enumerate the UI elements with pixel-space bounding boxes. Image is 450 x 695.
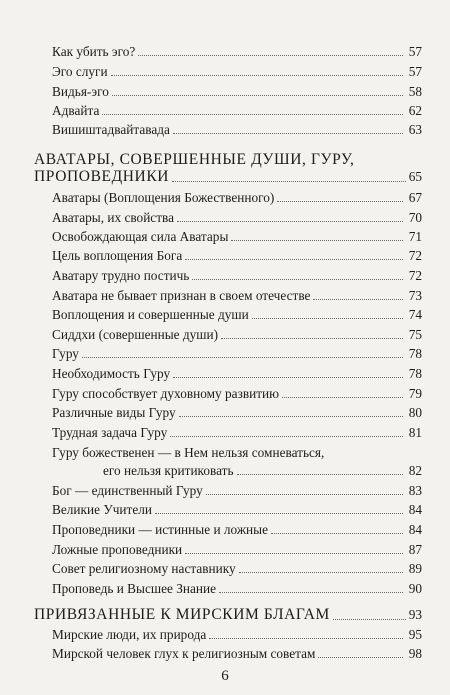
- leader-dots: [177, 221, 403, 222]
- section-page: 93: [408, 607, 422, 622]
- toc-entry-label: Различные виды Гуру: [52, 405, 176, 420]
- toc-entry-page: 72: [408, 248, 422, 263]
- toc-entry-label: Как убить эго?: [52, 44, 136, 59]
- toc-entry: [52, 557, 422, 577]
- leader-dots: [219, 592, 403, 593]
- leader-dots: [333, 619, 406, 620]
- leader-dots: [172, 181, 406, 182]
- toc-entry: [52, 60, 422, 80]
- leader-dots: [112, 95, 403, 96]
- toc-entry: [52, 323, 422, 343]
- toc-entry-label: Вишиштадвайтавада: [52, 122, 170, 137]
- section-heading-line1: АВАТАРЫ, СОВЕРШЕННЫЕ ДУШИ, ГУРУ,: [34, 151, 355, 168]
- toc-entry-page: 70: [408, 210, 422, 225]
- toc-entry: [52, 206, 422, 226]
- leader-dots: [170, 436, 403, 437]
- toc-entry-page: 82: [408, 463, 422, 478]
- toc-entry: [52, 118, 422, 138]
- toc-entry: [52, 538, 422, 558]
- leader-dots: [138, 55, 403, 56]
- toc-entry-page: 72: [408, 268, 422, 283]
- toc-entry-label: Адвайта: [52, 103, 100, 118]
- page-number: 6: [221, 668, 229, 684]
- toc-entry-label: Гуру: [52, 346, 79, 361]
- toc-entry: [52, 382, 422, 402]
- toc-entry: [52, 498, 422, 518]
- toc-entry: [52, 303, 422, 323]
- toc-entry-page: 58: [408, 84, 422, 99]
- toc-entry-page: 57: [408, 64, 422, 79]
- section-heading: [34, 166, 422, 186]
- toc-entry-label: Необходимость Гуру: [52, 366, 171, 381]
- toc-entry-page: 78: [408, 346, 422, 361]
- toc-entry-label: Аватары (Воплощения Божественного): [52, 190, 275, 205]
- section-heading-title: ПРИВЯЗАННЫЕ К МИРСКИМ БЛАГАМ: [34, 606, 330, 623]
- toc-entry-page: 67: [408, 190, 422, 205]
- toc-entry-label: Освобождающая сила Аватары: [52, 229, 229, 244]
- leader-dots: [155, 513, 403, 514]
- toc-entry: [52, 40, 422, 60]
- toc-entry-page: 71: [408, 229, 422, 244]
- toc-entry-label: Цель воплощения Бога: [52, 248, 183, 263]
- leader-dots: [231, 240, 403, 241]
- section-heading: [34, 604, 422, 624]
- toc-entry-page: 98: [408, 646, 422, 661]
- toc-entry: [52, 186, 422, 206]
- toc-entry: [52, 342, 422, 362]
- toc-entry-label: Великие Учители: [52, 502, 153, 517]
- toc-entry-page: 74: [408, 307, 422, 322]
- toc-entry-label: Совет религиозному наставнику: [52, 561, 236, 576]
- toc-entry: [52, 80, 422, 100]
- toc-entry: [52, 623, 422, 643]
- toc-entry: [52, 264, 422, 284]
- toc-entry-page: 90: [408, 581, 422, 596]
- leader-dots: [192, 279, 403, 280]
- leader-dots: [185, 553, 403, 554]
- toc-entry-line1: Гуру божественен — в Нем нельзя сомневаться,: [52, 445, 325, 460]
- leader-dots: [185, 259, 403, 260]
- toc-entry-page: 89: [408, 561, 422, 576]
- toc-entry-label: Проповедь и Высшее Знание: [52, 581, 217, 596]
- toc-entry-page: 78: [408, 366, 422, 381]
- toc-entry-label: Эго слуги: [52, 64, 108, 79]
- toc-entry-label: Аватара не бывает признан в своем отечестве: [52, 288, 311, 303]
- toc-entry-label: Видья-эго: [52, 84, 109, 99]
- toc-entry: [52, 284, 422, 304]
- toc-entry-label: Аватару трудно постичь: [52, 268, 190, 283]
- leader-dots: [282, 397, 403, 398]
- leader-dots: [111, 75, 403, 76]
- toc-entry-page: 84: [408, 522, 422, 537]
- toc-entry-label-line2: [52, 463, 234, 479]
- toc-entry: [52, 642, 422, 662]
- toc-entry-page: 62: [408, 103, 422, 118]
- toc-entry: [52, 401, 422, 421]
- toc-entry: [52, 577, 422, 597]
- toc-entry-page: 87: [408, 542, 422, 557]
- toc-entry-page: 84: [408, 502, 422, 517]
- toc-entry: [52, 518, 422, 538]
- leader-dots: [206, 494, 403, 495]
- leader-dots: [173, 377, 403, 378]
- toc-entry-page: 83: [408, 483, 422, 498]
- toc-entry-page: 57: [408, 44, 422, 59]
- toc-entry: [52, 225, 422, 245]
- leader-dots: [209, 638, 403, 639]
- toc-entry-label: Трудная задача Гуру: [52, 425, 168, 440]
- toc-entry-page: 63: [408, 122, 422, 137]
- leader-dots: [179, 416, 403, 417]
- toc-entry-page: 80: [408, 405, 422, 420]
- leader-dots: [173, 133, 403, 134]
- toc-entry-label: Проповедники — истинные и ложные: [52, 522, 268, 537]
- leader-dots: [252, 318, 403, 319]
- leader-dots: [237, 474, 403, 475]
- toc-entry-label: Воплощения и совершенные души: [52, 307, 249, 322]
- toc-entry-page: 95: [408, 627, 422, 642]
- toc-entry-page: 79: [408, 386, 422, 401]
- toc-entry-label: Мирские люди, их природа: [52, 627, 207, 642]
- leader-dots: [277, 201, 403, 202]
- toc-entry-page: 73: [408, 288, 422, 303]
- toc-entry-label: Бог — единственный Гуру: [52, 483, 203, 498]
- leader-dots: [82, 357, 403, 358]
- toc-entry: [52, 99, 422, 119]
- leader-dots: [318, 657, 403, 658]
- toc-entry: [52, 421, 422, 441]
- leader-dots: [239, 572, 403, 573]
- leader-dots: [221, 338, 403, 339]
- section-heading-line2: ПРОПОВЕДНИКИ: [34, 168, 170, 185]
- toc-entry: [52, 459, 422, 479]
- toc-entry-page: 75: [408, 327, 422, 342]
- toc-entry-page: 81: [408, 425, 422, 440]
- toc-entry-label-line2-text: его нельзя критиковать: [103, 463, 234, 478]
- toc-entry-label: Ложные проповедники: [52, 542, 183, 557]
- toc-entry: [52, 479, 422, 499]
- leader-dots: [313, 299, 403, 300]
- toc-entry-label: Сиддхи (совершенные души): [52, 327, 219, 342]
- toc-entry-label: Мирской человек глух к религиозным советам: [52, 646, 316, 661]
- section-page: 65: [408, 169, 422, 184]
- toc-entry-label: Гуру способствует духовному развитию: [52, 386, 280, 401]
- toc-entry: [52, 244, 422, 264]
- toc-entry-label: Аватары, их свойства: [52, 210, 175, 225]
- leader-dots: [102, 114, 403, 115]
- leader-dots: [271, 533, 403, 534]
- toc-entry: [52, 362, 422, 382]
